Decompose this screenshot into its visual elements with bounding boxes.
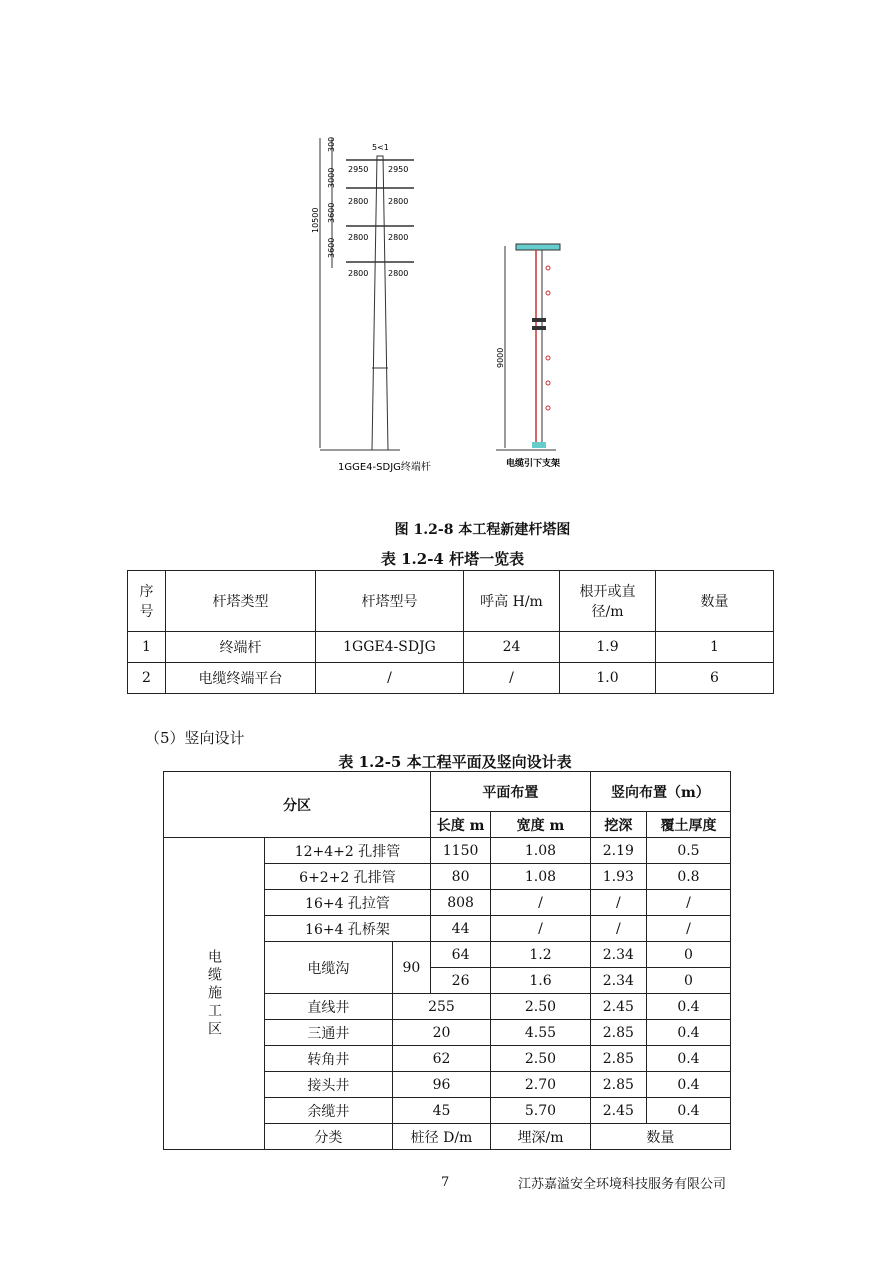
cell: 44	[430, 916, 490, 942]
cell: 16+4 孔桥架	[265, 916, 431, 942]
cell: 6+2+2 孔排管	[265, 864, 431, 890]
cell: 6	[656, 663, 774, 694]
total-height-label: 10500	[311, 207, 320, 233]
cell: 20	[392, 1020, 490, 1046]
cell: 2	[128, 663, 166, 694]
tower-figure	[300, 128, 600, 478]
header-cell: 序号	[128, 571, 166, 632]
cell: 0	[646, 942, 730, 968]
cell: 接头井	[265, 1072, 393, 1098]
cell: 终端杆	[166, 632, 316, 663]
dim-label: 3000	[327, 167, 336, 188]
section-heading: （5）竖向设计	[145, 729, 245, 747]
cell: 1.9	[560, 632, 656, 663]
cell: 2.85	[590, 1072, 646, 1098]
cell: 2.50	[491, 994, 591, 1020]
cell: 数量	[590, 1124, 730, 1150]
header-cell: 分区	[164, 772, 431, 838]
header-cell: 挖深	[590, 812, 646, 838]
cell: 1.08	[491, 838, 591, 864]
cell: 1.2	[491, 942, 591, 968]
header-cell: 竖向布置（m）	[590, 772, 730, 812]
cell: 0.5	[646, 838, 730, 864]
cell: /	[646, 890, 730, 916]
cell: 2.85	[590, 1020, 646, 1046]
left-drawing-name: 1GGE4-SDJG终端杆	[338, 462, 431, 473]
cell: 2.45	[590, 1098, 646, 1124]
table1-title: 表 1.2-4 杆塔一览表	[380, 550, 525, 568]
cell: 转角井	[265, 1046, 393, 1072]
cell: 0.8	[646, 864, 730, 890]
arm-label: 2800	[388, 233, 409, 242]
cell: 0.4	[646, 994, 730, 1020]
cell: 2.50	[491, 1046, 591, 1072]
table-row	[164, 838, 731, 864]
cell: 0.4	[646, 1020, 730, 1046]
cell: /	[316, 663, 464, 694]
header-cell: 呼高 H/m	[464, 571, 560, 632]
cell: /	[491, 916, 591, 942]
cell: 2.85	[590, 1046, 646, 1072]
header-cell: 平面布置	[430, 772, 590, 812]
page-number: 7	[441, 1175, 450, 1190]
arm-label: 2800	[348, 233, 369, 242]
cell: 12+4+2 孔排管	[265, 838, 431, 864]
cell: 2.45	[590, 994, 646, 1020]
header-cell: 根开或直径/m	[560, 571, 656, 632]
cell: 三通井	[265, 1020, 393, 1046]
cell: 分类	[265, 1124, 393, 1150]
cell: 电缆终端平台	[166, 663, 316, 694]
table-row	[128, 663, 774, 694]
header-cell: 覆土厚度	[646, 812, 730, 838]
cell: 0	[646, 968, 730, 994]
cell: /	[646, 916, 730, 942]
table-header-row	[164, 772, 731, 812]
table2-title: 表 1.2-5 本工程平面及竖向设计表	[338, 753, 572, 771]
cell: 桩径 D/m	[392, 1124, 490, 1150]
tower-drawing	[300, 128, 600, 478]
top-label: 5<1	[372, 143, 389, 152]
cell: 1150	[430, 838, 490, 864]
cell: 90	[392, 942, 430, 994]
header-cell: 宽度 m	[491, 812, 591, 838]
cell: 4.55	[491, 1020, 591, 1046]
cell: 26	[430, 968, 490, 994]
table-row	[128, 632, 774, 663]
zone-cell: 电缆施工区	[164, 838, 265, 1150]
cell: 96	[392, 1072, 490, 1098]
arm-label: 2800	[388, 197, 409, 206]
dim-label: 3600	[327, 202, 336, 223]
cell: 1.93	[590, 864, 646, 890]
cell: 1.08	[491, 864, 591, 890]
cell: 0.4	[646, 1098, 730, 1124]
table-header-row	[128, 571, 774, 632]
right-height-label: 9000	[496, 347, 505, 368]
dim-label: 3600	[327, 237, 336, 258]
cell: 5.70	[491, 1098, 591, 1124]
cell: 电缆沟	[265, 942, 393, 994]
tower-table	[127, 570, 774, 694]
header-cell: 杆塔型号	[316, 571, 464, 632]
design-table	[163, 771, 731, 1150]
arm-label: 2800	[388, 269, 409, 278]
cell: 1.0	[560, 663, 656, 694]
cell: /	[464, 663, 560, 694]
cell: 2.19	[590, 838, 646, 864]
cell: 埋深/m	[491, 1124, 591, 1150]
cell: 24	[464, 632, 560, 663]
cell: 1GGE4-SDJG	[316, 632, 464, 663]
cell: 2.34	[590, 942, 646, 968]
arm-label: 2950	[388, 165, 409, 174]
cell: /	[590, 916, 646, 942]
header-cell: 长度 m	[430, 812, 490, 838]
cell: 1	[656, 632, 774, 663]
cell: 64	[430, 942, 490, 968]
cell: 余缆井	[265, 1098, 393, 1124]
cell: /	[590, 890, 646, 916]
cell: 45	[392, 1098, 490, 1124]
cell: 16+4 孔拉管	[265, 890, 431, 916]
cell: 62	[392, 1046, 490, 1072]
cell: 80	[430, 864, 490, 890]
cell: /	[491, 890, 591, 916]
cell: 0.4	[646, 1046, 730, 1072]
footer-company: 江苏嘉溢安全环境科技服务有限公司	[518, 1177, 727, 1192]
header-cell: 杆塔类型	[166, 571, 316, 632]
dim-label: 300	[327, 136, 336, 152]
arm-label: 2950	[348, 165, 369, 174]
arm-label: 2800	[348, 197, 369, 206]
cell: 0.4	[646, 1072, 730, 1098]
cell: 2.70	[491, 1072, 591, 1098]
cell: 1	[128, 632, 166, 663]
cell: 255	[392, 994, 490, 1020]
arm-label: 2800	[348, 269, 369, 278]
header-cell: 数量	[656, 571, 774, 632]
cell: 808	[430, 890, 490, 916]
cell: 1.6	[491, 968, 591, 994]
cell: 直线井	[265, 994, 393, 1020]
right-drawing-name: 电缆引下支架	[506, 459, 561, 469]
figure-caption: 图 1.2-8 本工程新建杆塔图	[394, 522, 571, 538]
cell: 2.34	[590, 968, 646, 994]
